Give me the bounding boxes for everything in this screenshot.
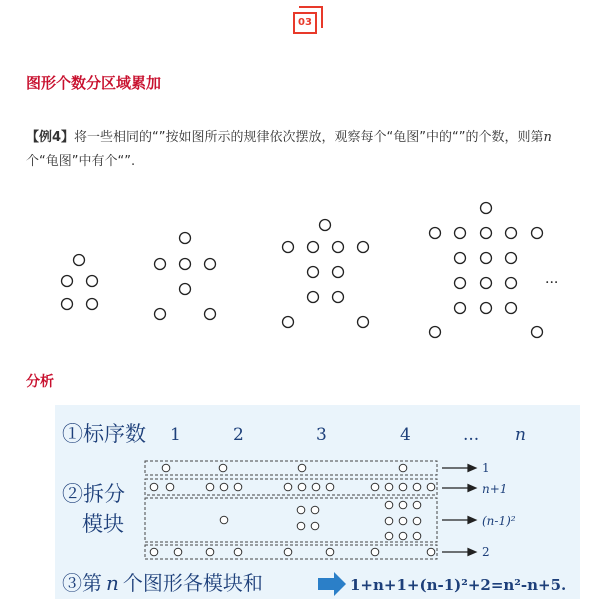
circle bbox=[308, 292, 319, 303]
circle bbox=[385, 483, 393, 491]
turtle-pattern-figure bbox=[0, 195, 600, 345]
circle bbox=[506, 228, 517, 239]
circle bbox=[427, 483, 435, 491]
circle bbox=[481, 203, 492, 214]
circle bbox=[62, 299, 73, 310]
circle bbox=[234, 548, 242, 556]
circle bbox=[150, 548, 158, 556]
circle bbox=[399, 501, 407, 509]
index-2: 2 bbox=[233, 425, 244, 445]
circle bbox=[326, 548, 334, 556]
circle bbox=[174, 548, 182, 556]
circle bbox=[298, 464, 306, 472]
index-1: 1 bbox=[170, 425, 181, 445]
circle bbox=[413, 517, 421, 525]
badge-number: 03 bbox=[293, 12, 317, 34]
circle bbox=[87, 299, 98, 310]
module-count-2: n+1 bbox=[482, 482, 508, 496]
circle bbox=[180, 233, 191, 244]
circle bbox=[399, 517, 407, 525]
circle bbox=[206, 548, 214, 556]
example-text-2: 个“龟图”中有个“”. bbox=[26, 154, 136, 169]
circle bbox=[205, 309, 216, 320]
index-4: 4 bbox=[400, 425, 411, 445]
circle bbox=[284, 483, 292, 491]
circle bbox=[206, 483, 214, 491]
circle bbox=[180, 284, 191, 295]
index-3: 3 bbox=[316, 425, 327, 445]
step2-label-a: ②拆分 bbox=[62, 482, 125, 506]
step3-label: ③第 n 个图形各模块和 bbox=[62, 571, 263, 595]
circle bbox=[298, 483, 306, 491]
circle bbox=[308, 242, 319, 253]
example-variable: n bbox=[543, 130, 552, 145]
circle bbox=[532, 327, 543, 338]
circle bbox=[311, 522, 319, 530]
circle bbox=[358, 242, 369, 253]
circle bbox=[481, 278, 492, 289]
circle bbox=[430, 327, 441, 338]
circle bbox=[430, 228, 441, 239]
example-text-1: 将一些相同的“”按如图所示的规律依次摆放，观察每个“龟图”中的“”的个数，则第 bbox=[74, 130, 544, 145]
circle bbox=[283, 242, 294, 253]
circle bbox=[371, 548, 379, 556]
module-count-3: (n-1)² bbox=[482, 514, 516, 528]
circle bbox=[506, 253, 517, 264]
circle bbox=[455, 253, 466, 264]
circle bbox=[297, 522, 305, 530]
analysis-title: 分析 bbox=[26, 374, 54, 390]
circle bbox=[312, 483, 320, 491]
circle bbox=[155, 259, 166, 270]
circle bbox=[308, 267, 319, 278]
index-ellipsis: ... bbox=[463, 425, 480, 445]
circle bbox=[311, 506, 319, 514]
circle bbox=[371, 483, 379, 491]
circle bbox=[74, 255, 85, 266]
circle bbox=[162, 464, 170, 472]
circle bbox=[283, 317, 294, 328]
circle bbox=[481, 253, 492, 264]
analysis-diagram bbox=[0, 400, 600, 599]
section-number-badge bbox=[287, 4, 327, 38]
module-count-4: 2 bbox=[482, 545, 490, 559]
circle bbox=[413, 483, 421, 491]
circle bbox=[234, 483, 242, 491]
circle bbox=[413, 532, 421, 540]
circle bbox=[481, 303, 492, 314]
circle bbox=[219, 464, 227, 472]
circle bbox=[385, 517, 393, 525]
circle bbox=[413, 501, 421, 509]
circle bbox=[333, 292, 344, 303]
circle bbox=[166, 483, 174, 491]
circle bbox=[150, 483, 158, 491]
step2-label-b: 模块 bbox=[82, 512, 124, 536]
circle bbox=[87, 276, 98, 287]
circle bbox=[220, 516, 228, 524]
example-paragraph bbox=[26, 126, 586, 174]
circle bbox=[320, 220, 331, 231]
circle bbox=[427, 548, 435, 556]
section-title: 图形个数分区域累加 bbox=[26, 74, 162, 92]
circle bbox=[455, 228, 466, 239]
circle bbox=[399, 464, 407, 472]
pattern-ellipsis: ... bbox=[545, 271, 559, 287]
index-n: n bbox=[515, 425, 526, 445]
circle bbox=[333, 267, 344, 278]
circle bbox=[205, 259, 216, 270]
circle bbox=[333, 242, 344, 253]
circle bbox=[506, 303, 517, 314]
circle bbox=[326, 483, 334, 491]
circle bbox=[481, 228, 492, 239]
circle bbox=[385, 501, 393, 509]
circle bbox=[284, 548, 292, 556]
circle bbox=[455, 303, 466, 314]
circle bbox=[399, 532, 407, 540]
step1-label: ①标序数 bbox=[62, 422, 146, 446]
circle bbox=[62, 276, 73, 287]
circle bbox=[297, 506, 305, 514]
result-formula: 1+n+1+(n-1)²+2=n²-n+5. bbox=[350, 576, 567, 594]
example-tag: 【例4】 bbox=[26, 130, 75, 145]
module-count-1: 1 bbox=[482, 461, 490, 475]
circle bbox=[399, 483, 407, 491]
circle bbox=[506, 278, 517, 289]
circle bbox=[358, 317, 369, 328]
circle bbox=[532, 228, 543, 239]
circle bbox=[220, 483, 228, 491]
circle bbox=[385, 532, 393, 540]
circle bbox=[455, 278, 466, 289]
circle bbox=[155, 309, 166, 320]
circle bbox=[180, 259, 191, 270]
